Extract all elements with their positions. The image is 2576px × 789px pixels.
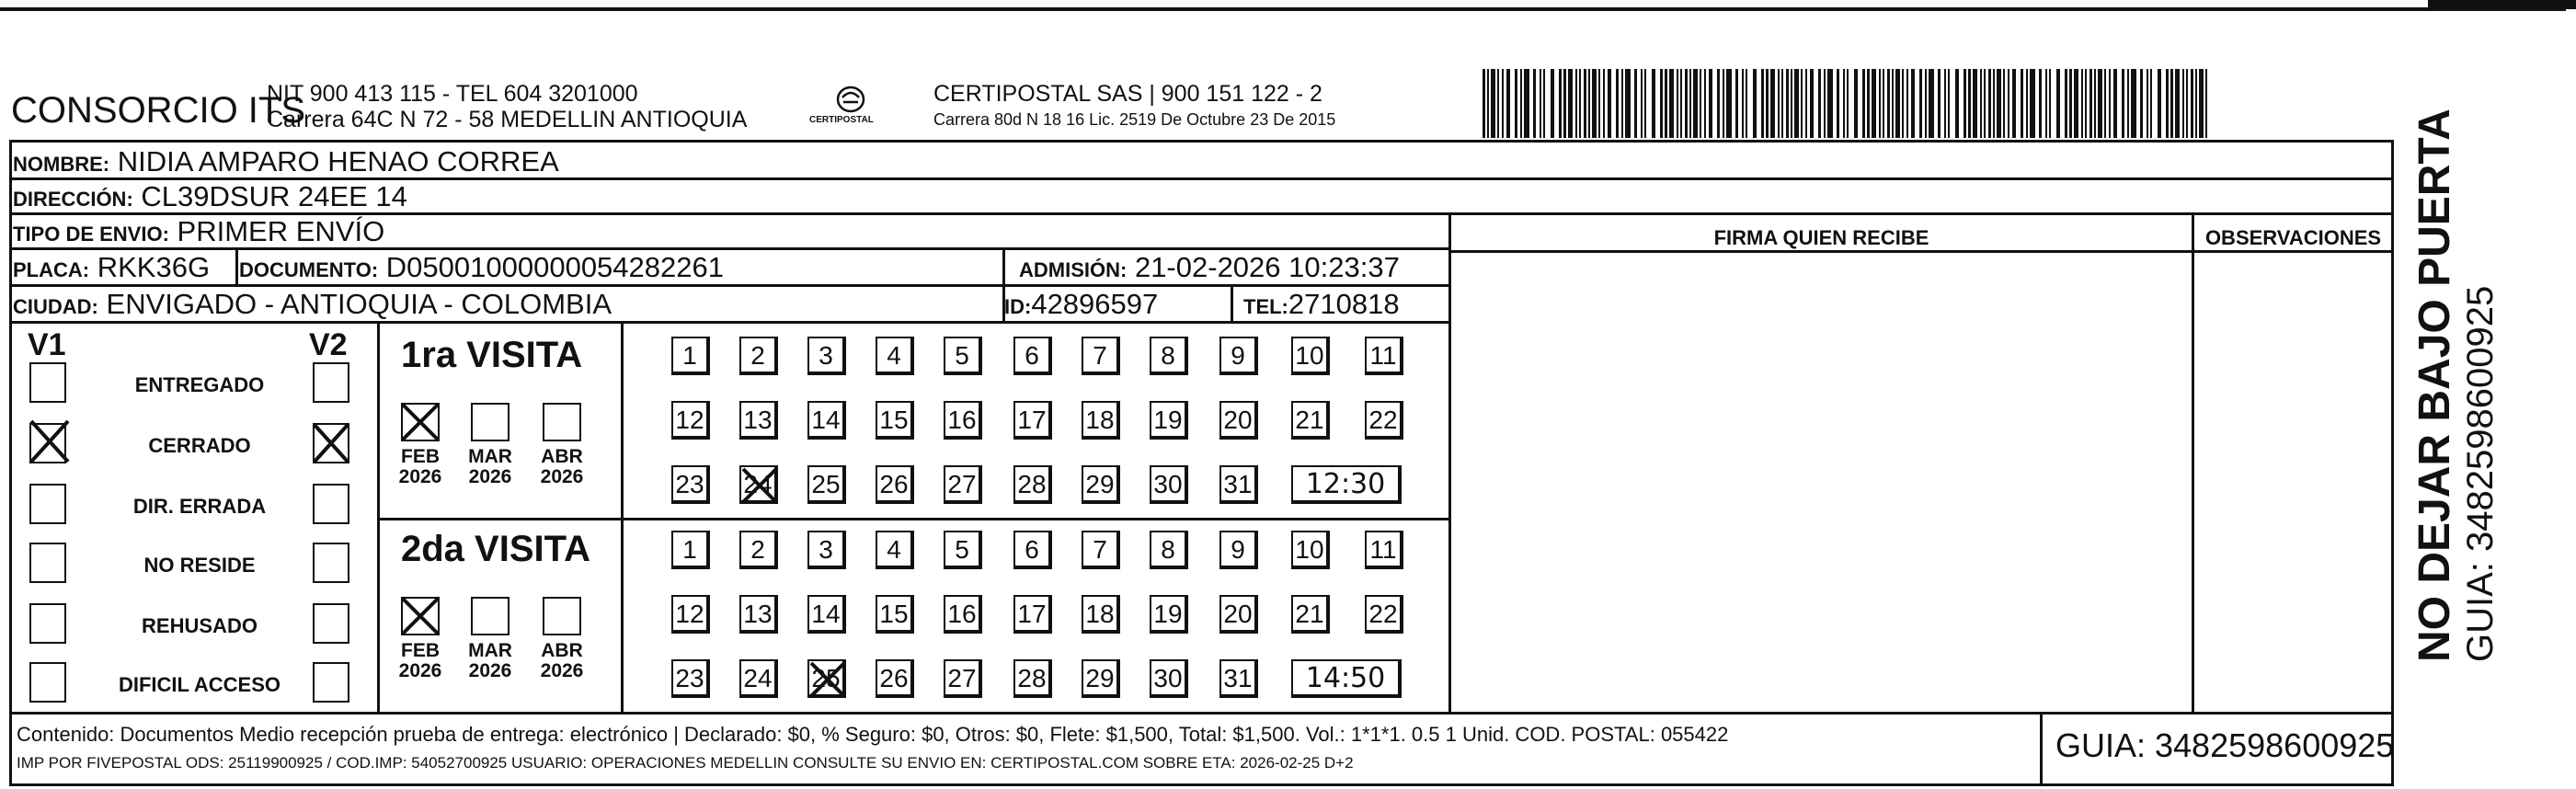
day-mark	[807, 659, 848, 700]
day-box[interactable]: 28	[1013, 465, 1052, 504]
day-box[interactable]: 2	[739, 531, 778, 569]
day-mark	[739, 465, 780, 506]
day-box[interactable]: 27	[944, 659, 982, 698]
day-box[interactable]: 24	[739, 659, 778, 698]
footer-print-info: IMP POR FIVEPOSTAL ODS: 25119900925 / COD.IMP: 54052700925 USUARIO: OPERACIONES MEDELLIN CONSULTE SU ENVIO EN: CERTIPOSTAL.COM SOBRE ETA: 2026-02-25 D+2	[17, 754, 1354, 772]
ciudad-field	[13, 287, 612, 325]
v1-heading: V1	[28, 327, 66, 362]
day-box[interactable]: 31	[1219, 659, 1258, 698]
placa-label: PLACA:	[13, 258, 90, 281]
day-box[interactable]: 5	[944, 531, 982, 569]
v2-checkbox[interactable]	[313, 484, 349, 524]
day-box[interactable]: 13	[739, 401, 778, 440]
v2-check-mark	[311, 421, 351, 465]
guia-number: GUIA: 3482598600925	[2055, 726, 2395, 764]
v1-checkbox[interactable]	[29, 543, 66, 583]
day-box[interactable]: 20	[1219, 401, 1258, 440]
row-nombre	[9, 145, 2394, 180]
id-field	[1004, 287, 1158, 325]
day-box[interactable]: 10	[1291, 531, 1330, 569]
signature-field[interactable]	[1453, 256, 2189, 710]
day-box[interactable]: 17	[1013, 595, 1052, 634]
divider	[1231, 287, 1233, 324]
company-address: Carrera 64C N 72 - 58 MEDELLIN ANTIOQUIA	[267, 107, 748, 132]
day-box[interactable]: 30	[1150, 659, 1188, 698]
admision-value: 21-02-2026 10:23:37	[1134, 251, 1400, 283]
v1-checkbox[interactable]	[29, 484, 66, 524]
day-box[interactable]: 29	[1082, 465, 1120, 504]
day-box[interactable]: 14	[807, 595, 846, 634]
day-box[interactable]: 16	[944, 401, 982, 440]
id-value: 42896597	[1031, 288, 1159, 320]
day-box[interactable]: 7	[1082, 337, 1120, 375]
ciudad-value: ENVIGADO - ANTIOQUIA - COLOMBIA	[106, 288, 612, 320]
day-box[interactable]: 22	[1365, 401, 1403, 440]
nombre-label: NOMBRE:	[13, 153, 110, 176]
divider	[9, 712, 2394, 715]
side-notice	[2410, 109, 2502, 662]
row-placa	[9, 250, 1448, 287]
divider	[1448, 215, 1451, 712]
direccion-label: DIRECCIÓN:	[13, 188, 133, 211]
day-box[interactable]: 18	[1082, 401, 1120, 440]
day-box[interactable]: 15	[876, 401, 914, 440]
row-direccion	[9, 180, 2394, 215]
visit-title: 1ra VISITA	[401, 335, 583, 375]
visit-time[interactable]: 14:50	[1291, 659, 1402, 698]
status-label: REHUSADO	[142, 614, 258, 637]
day-box[interactable]: 14	[807, 401, 846, 440]
observaciones-heading: OBSERVACIONES	[2204, 226, 2382, 249]
footer-contents: Contenido: Documentos Medio recepción prueba de entrega: electrónico | Declarado: $0, % Seguro: $0, Otros: $0, Flete: $1,500, Total: $1,500. Vol.: 1*1*1. 0.5 1 Unid. COD. POSTAL: 055422	[17, 723, 1729, 746]
day-box[interactable]: 5	[944, 337, 982, 375]
v2-checkbox[interactable]	[313, 362, 349, 403]
month-label: FEB 2026	[398, 640, 442, 681]
nombre-value: NIDIA AMPARO HENAO CORREA	[117, 145, 559, 177]
company-info	[267, 81, 747, 132]
month-label: MAR 2026	[468, 446, 512, 487]
day-box[interactable]: 8	[1150, 531, 1188, 569]
day-box[interactable]: 12	[671, 401, 710, 440]
day-box[interactable]: 11	[1365, 337, 1403, 375]
month-label: FEB 2026	[398, 446, 442, 487]
day-box[interactable]: 26	[876, 465, 914, 504]
top-border-corner	[2428, 0, 2576, 9]
logo-text: CERTIPOSTAL	[809, 115, 874, 125]
day-box[interactable]: 22	[1365, 595, 1403, 634]
tipo-label: TIPO DE ENVIO:	[13, 223, 169, 246]
observations-field[interactable]	[2196, 256, 2391, 710]
day-box[interactable]: 31	[1219, 465, 1258, 504]
month-checkbox[interactable]	[543, 597, 581, 635]
day-box[interactable]: 21	[1291, 595, 1330, 634]
month-check-mark	[399, 401, 441, 443]
month-checkbox[interactable]	[471, 597, 509, 635]
day-box[interactable]: 9	[1219, 531, 1258, 569]
day-box[interactable]: 19	[1150, 401, 1188, 440]
tel-value: 2710818	[1288, 288, 1400, 320]
placa-value: RKK36G	[97, 251, 211, 283]
company-name: CONSORCIO ITS	[11, 90, 306, 131]
day-box[interactable]: 23	[671, 659, 710, 698]
documento-label: DOCUMENTO:	[239, 258, 379, 281]
status-label: DIFICIL ACCESO	[118, 673, 280, 696]
day-box[interactable]: 7	[1082, 531, 1120, 569]
firma-heading: FIRMA QUIEN RECIBE	[1713, 226, 1929, 249]
documento-field	[239, 250, 724, 288]
tel-field	[1243, 287, 1400, 325]
divider	[235, 250, 238, 287]
day-box[interactable]: 2	[739, 337, 778, 375]
day-box[interactable]: 25	[807, 659, 846, 698]
day-box[interactable]: 25	[807, 465, 846, 504]
month-checkbox[interactable]	[543, 403, 581, 441]
month-checkbox[interactable]	[471, 403, 509, 441]
divider	[1002, 250, 1005, 324]
top-border	[0, 7, 2566, 11]
day-box[interactable]: 21	[1291, 401, 1330, 440]
divider	[1448, 250, 2394, 253]
barcode-bars	[1483, 69, 2218, 138]
v1-checkbox[interactable]	[29, 362, 66, 403]
day-box[interactable]: 24	[739, 465, 778, 504]
no-dejar-text: NO DEJAR BAJO PUERTA	[2410, 109, 2459, 662]
carrier-line: CERTIPOSTAL SAS | 900 151 122 - 2	[933, 81, 1322, 107]
v1-check-mark	[28, 417, 72, 465]
direccion-value: CL39DSUR 24EE 14	[141, 180, 407, 212]
admision-field	[1019, 250, 1400, 288]
documento-value: D05001000000054282261	[385, 251, 724, 283]
carrier-info	[933, 81, 1335, 132]
day-box[interactable]: 1	[671, 337, 710, 375]
day-box[interactable]: 6	[1013, 531, 1052, 569]
tel-label: TEL:	[1243, 295, 1288, 318]
day-box[interactable]: 16	[944, 595, 982, 634]
day-box[interactable]: 10	[1291, 337, 1330, 375]
day-box[interactable]: 4	[876, 531, 914, 569]
day-box[interactable]: 29	[1082, 659, 1120, 698]
side-guia-text: GUIA: 3482598600925	[2460, 285, 2501, 662]
day-box[interactable]: 3	[807, 531, 846, 569]
barcode-image	[1483, 69, 2218, 138]
day-box[interactable]: 6	[1013, 337, 1052, 375]
row-tipo	[9, 215, 1448, 250]
day-box[interactable]: 9	[1219, 337, 1258, 375]
day-box[interactable]: 12	[671, 595, 710, 634]
day-box[interactable]: 23	[671, 465, 710, 504]
month-label: ABR 2026	[540, 640, 584, 681]
day-box[interactable]: 28	[1013, 659, 1052, 698]
visit-title: 2da VISITA	[401, 529, 590, 569]
day-box[interactable]: 4	[876, 337, 914, 375]
day-box[interactable]: 1	[671, 531, 710, 569]
day-box[interactable]: 8	[1150, 337, 1188, 375]
status-label: DIR. ERRADA	[132, 495, 267, 518]
day-box[interactable]: 11	[1365, 531, 1403, 569]
ciudad-label: CIUDAD:	[13, 295, 98, 318]
day-box[interactable]: 19	[1150, 595, 1188, 634]
visit-time[interactable]: 12:30	[1291, 465, 1402, 504]
day-box[interactable]: 3	[807, 337, 846, 375]
month-check-mark	[399, 595, 441, 637]
v2-checkbox[interactable]	[313, 603, 349, 644]
day-box[interactable]: 26	[876, 659, 914, 698]
day-box[interactable]: 18	[1082, 595, 1120, 634]
v2-checkbox[interactable]	[313, 543, 349, 583]
month-label: ABR 2026	[540, 446, 584, 487]
v2-checkbox[interactable]	[313, 662, 349, 703]
divider	[2192, 215, 2194, 712]
day-box[interactable]: 13	[739, 595, 778, 634]
day-box[interactable]: 17	[1013, 401, 1052, 440]
day-box[interactable]: 27	[944, 465, 982, 504]
id-label: ID:	[1004, 295, 1032, 318]
divider	[2040, 712, 2043, 783]
status-label: ENTREGADO	[134, 373, 265, 396]
admision-label: ADMISIÓN:	[1019, 258, 1128, 281]
status-label: NO RESIDE	[143, 554, 256, 577]
v1-checkbox[interactable]	[29, 603, 66, 644]
day-box[interactable]: 20	[1219, 595, 1258, 634]
v2-heading: V2	[309, 327, 348, 362]
status-label: CERRADO	[148, 434, 251, 457]
divider	[377, 518, 1451, 520]
carrier-address: Carrera 80d N 18 16 Lic. 2519 De Octubre 23 De 2015	[933, 110, 1336, 129]
nit-line: NIT 900 413 115 - TEL 604 3201000	[267, 81, 638, 107]
tipo-value: PRIMER ENVÍO	[177, 215, 385, 247]
day-box[interactable]: 30	[1150, 465, 1188, 504]
v1-checkbox[interactable]	[29, 662, 66, 703]
placa-field	[13, 250, 210, 288]
day-box[interactable]: 15	[876, 595, 914, 634]
month-label: MAR 2026	[468, 640, 512, 681]
